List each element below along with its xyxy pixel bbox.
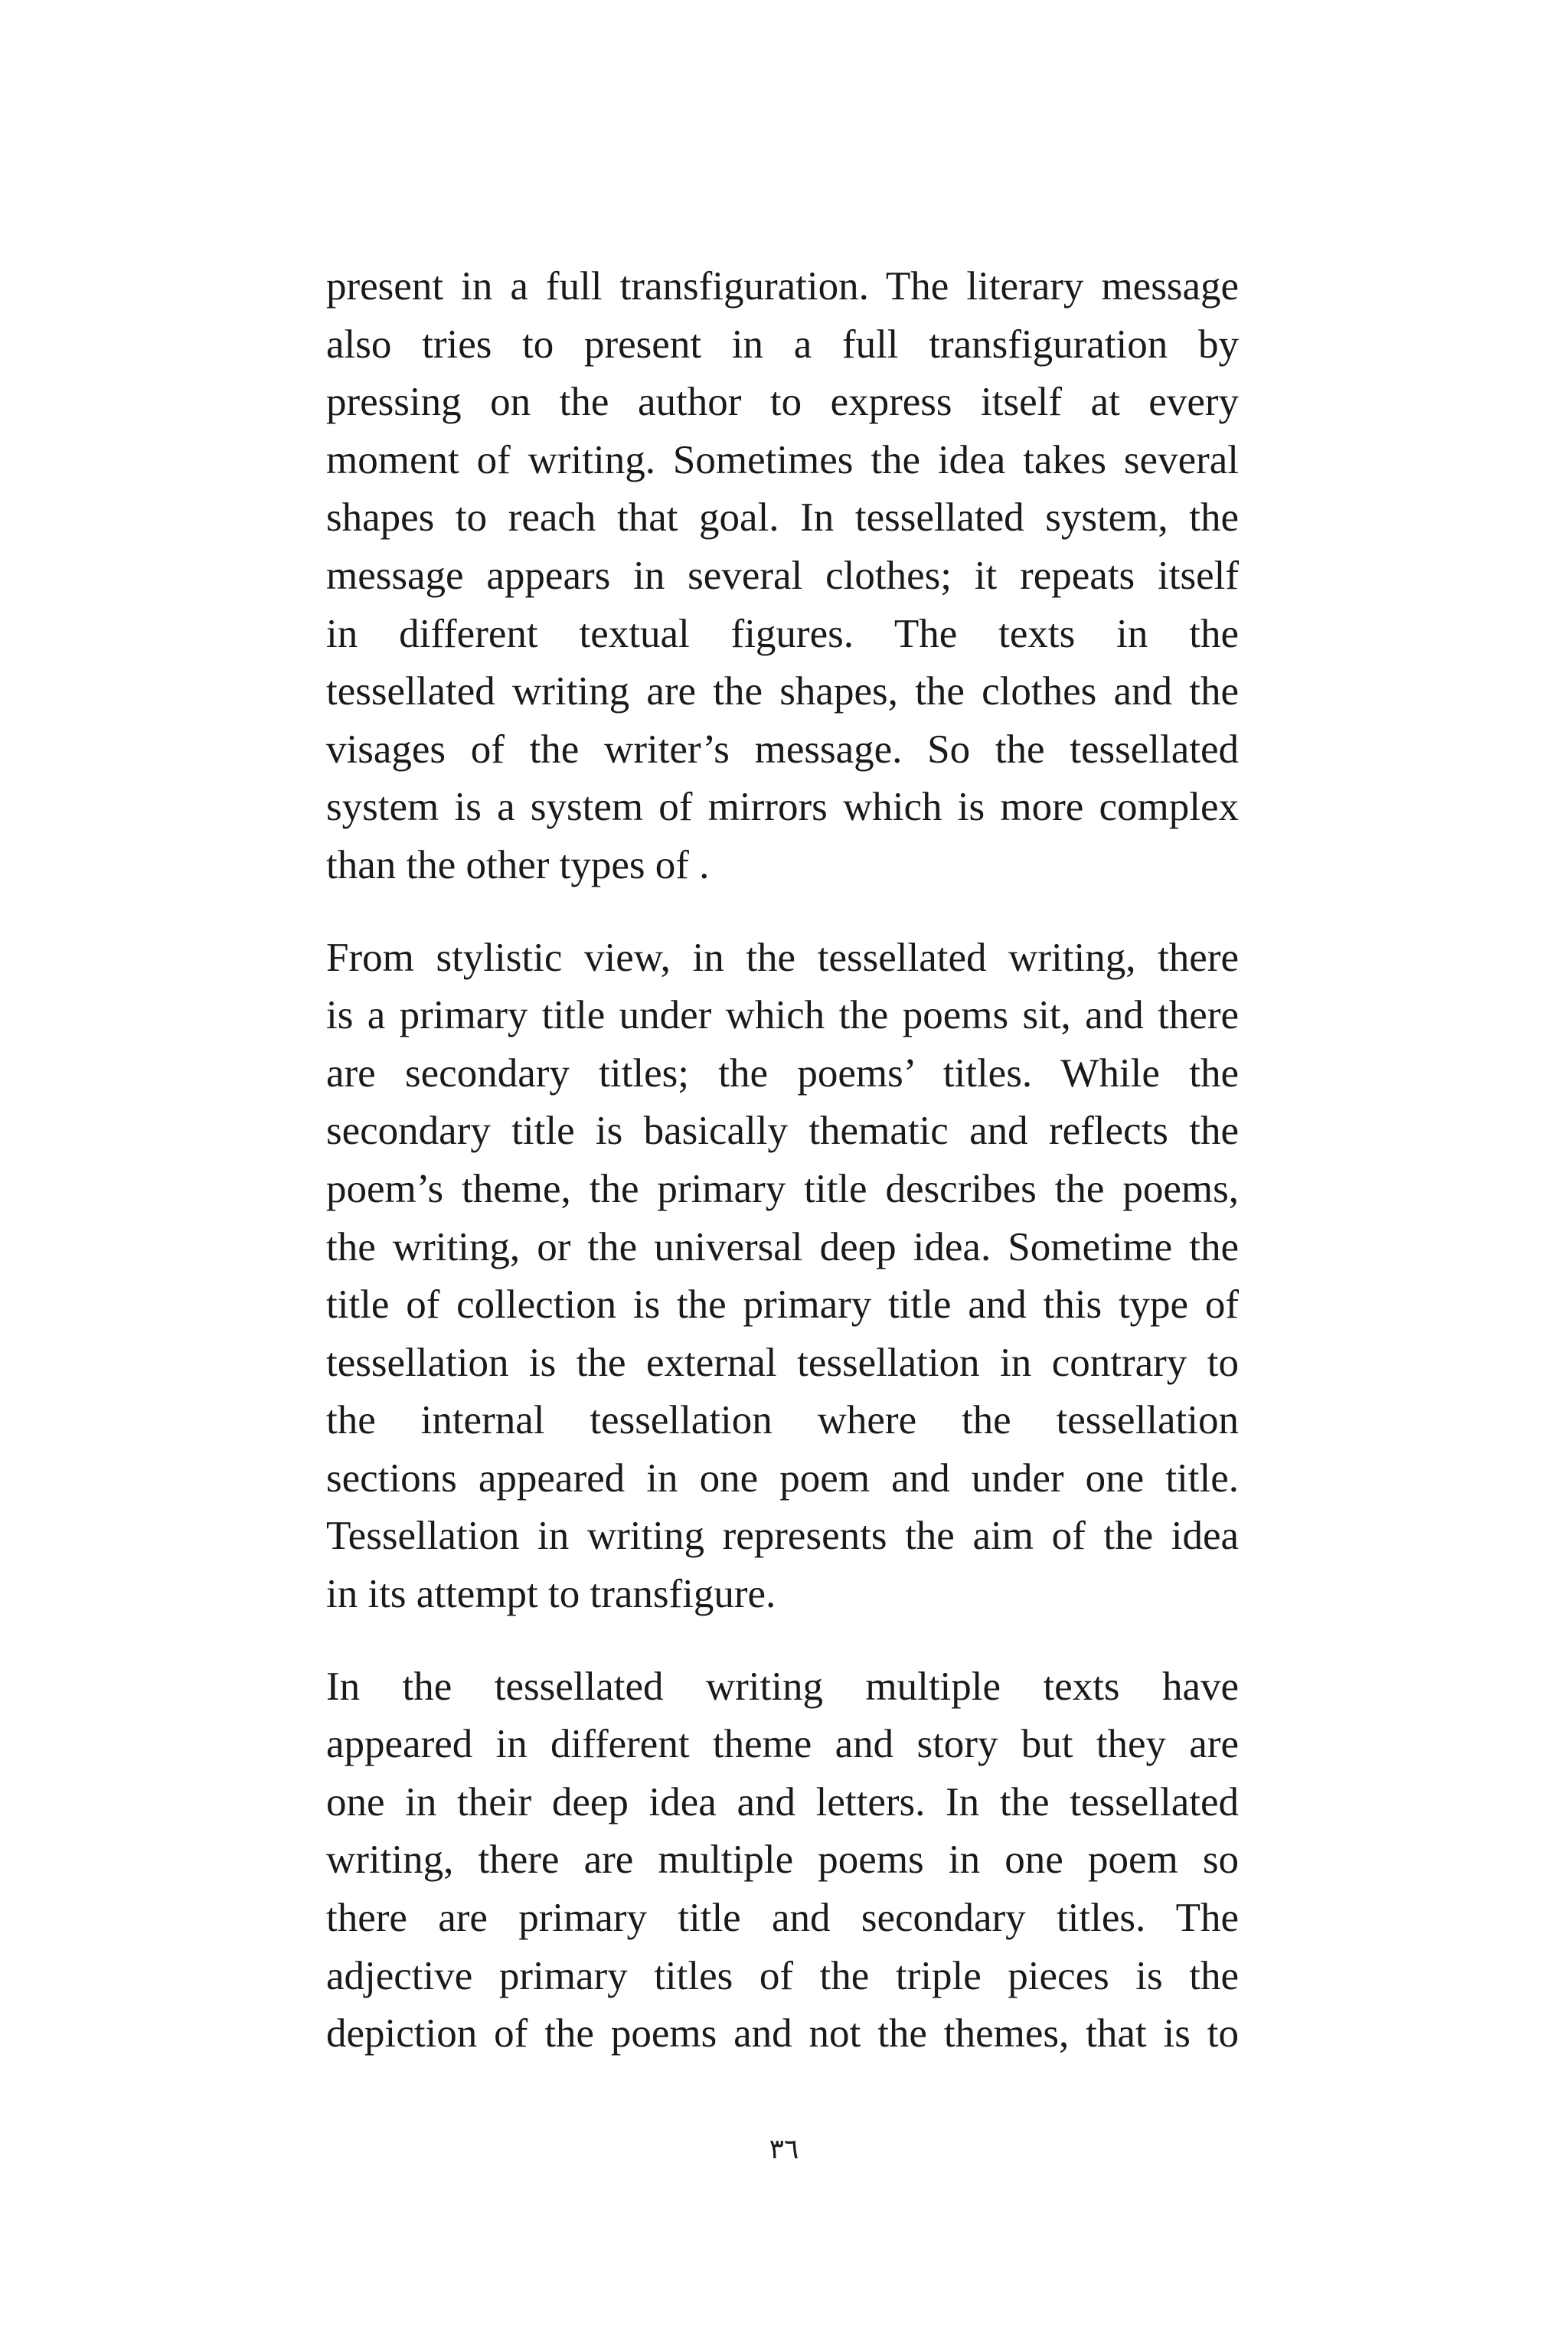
text-line: secondary title is basically thematic and reflects the <box>326 1109 1239 1154</box>
text-line: there are primary title and secondary titles. The <box>326 1896 1239 1941</box>
text-line: adjective primary titles of the triple pieces is the <box>326 1953 1239 1998</box>
text-line: appeared in different theme and story but they are <box>326 1722 1239 1767</box>
text-line: sections appeared in one poem and under one title. <box>326 1455 1239 1501</box>
paragraph-2 <box>326 929 1239 1624</box>
text-line: message appears in several clothes; it repeats itself <box>326 553 1239 598</box>
body-text <box>326 258 1239 2063</box>
text-line: From stylistic view, in the tessellated writing, there <box>326 935 1239 980</box>
paragraph-1 <box>326 258 1239 895</box>
text-line: pressing on the author to express itself at every <box>326 380 1239 425</box>
text-line: Tessellation in writing represents the aim of the idea <box>326 1514 1239 1559</box>
text-line: poem’s theme, the primary title describes the poems, <box>326 1166 1239 1211</box>
text-line: in different textual figures. The texts in the <box>326 611 1239 656</box>
text-line: in its attempt to transfigure. <box>326 1572 776 1617</box>
text-line: the writing, or the universal deep idea. Sometime the <box>326 1224 1239 1269</box>
text-line: title of collection is the primary title and this type of <box>326 1282 1239 1328</box>
text-line: depiction of the poems and not the themes, that is to <box>326 2011 1239 2056</box>
text-line: moment of writing. Sometimes the idea takes several <box>326 437 1239 482</box>
text-line: visages of the writer’s message. So the tessellated <box>326 727 1239 772</box>
text-line: tessellation is the external tessellation in contrary to <box>326 1340 1239 1385</box>
text-line: system is a system of mirrors which is more complex <box>326 785 1239 830</box>
paragraph-3 <box>326 1658 1239 2063</box>
text-line: than the other types of . <box>326 842 710 887</box>
text-line: the internal tessellation where the tessellation <box>326 1398 1239 1443</box>
paragraph-spacer <box>326 895 1239 929</box>
text-line: one in their deep idea and letters. In the tessellated <box>326 1779 1239 1824</box>
text-line: also tries to present in a full transfiguration by <box>326 322 1239 367</box>
text-line: are secondary titles; the poems’ titles. While the <box>326 1050 1239 1096</box>
text-line: is a primary title under which the poems sit, and there <box>326 993 1239 1038</box>
page-number: ٣٦ <box>769 2134 799 2165</box>
text-line: In the tessellated writing multiple texts have <box>326 1664 1239 1709</box>
text-line: tessellated writing are the shapes, the clothes and the <box>326 669 1239 714</box>
text-line: writing, there are multiple poems in one poem so <box>326 1838 1239 1883</box>
paragraph-spacer <box>326 1624 1239 1658</box>
text-line: shapes to reach that goal. In tessellated system, the <box>326 495 1239 541</box>
text-line: present in a full transfiguration. The literary message <box>326 264 1239 309</box>
